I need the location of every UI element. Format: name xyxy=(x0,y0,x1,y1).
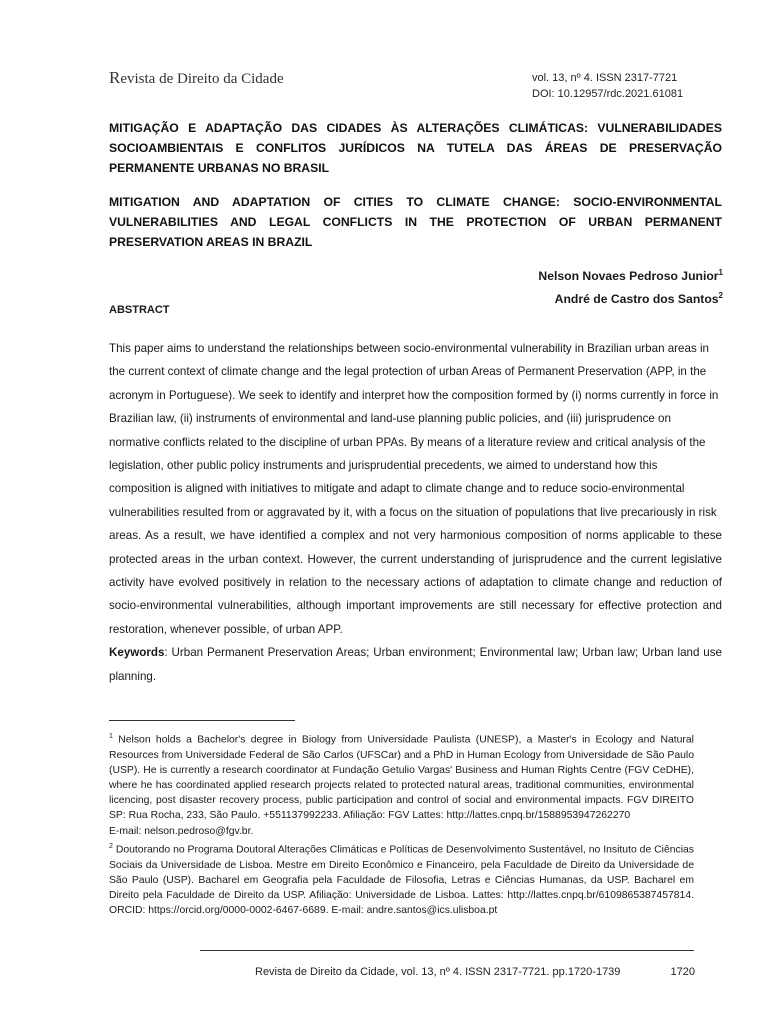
footnote-1-email[interactable]: E-mail: nelson.pedroso@fgv.br. xyxy=(109,825,254,837)
abstract-paragraph-1: This paper aims to understand the relationships between socio-environmental vulnerability in Brazilian urban areas in the current context of climate change and the legal protection of urban Areas of Permanent Preservation (APP, in the acronym in Portuguese). We seek to identify and interpret how the composition formed by (i) norms currently in force in Brazilian law, (ii) instruments of environmental and land-use planning public policies, and (iii) jurisprudence on normative conflicts related to the discipline of urban PPAs. By means of a literature review and critical analysis of the legislation, other public policy instruments and jurisprudential precedents, we aimed to understand how this composition is aligned with initiatives to mitigate and adapt to climate change and to reduce socio-environmental vulnerabilities resulted from or aggravated by it, with a focus on the situation of populations that live precariously in risk xyxy=(109,342,719,519)
title-english: MITIGATION AND ADAPTATION OF CITIES TO CLIMATE CHANGE: SOCIO-ENVIRONMENTAL VULNERABILITIES AND LEGAL CONFLICTS IN THE PROTECTION OF URBAN PERMANENT PRESERVATION AREAS IN BRAZIL xyxy=(109,195,722,249)
keywords xyxy=(109,641,722,688)
author-name: André de Castro dos Santos xyxy=(554,292,719,307)
footnote-text: Doutorando no Programa Doutoral Alterações Climáticas e Políticas de Desenvolvimento Sustentável, no Insituto de Ciências Sociais da Universidade de Lisboa. Mestre em Direito Econômico e Financeiro, pela Faculdade de Direito da Universidade de São Paulo (USP). Bacharel em Geografia pela Faculdade de Filosofia, Letras e Ciências Humanas, da USP. Bacharel em Direito pela Faculdade de Direito da USP. Afiliação: Universidade de Lisboa. Lattes: http://lattes.cnpq.br/6109865387457814. ORCID: https://orcid.org/0000-0002-6467-6689. E-mail: andre.santos@ics.ulisboa.pt xyxy=(109,844,694,917)
footnote-ref[interactable]: 2 xyxy=(718,291,723,301)
author-list xyxy=(440,263,723,309)
page-number: 1720 xyxy=(670,966,695,978)
footnote-mark: 1 xyxy=(109,733,113,740)
author-2 xyxy=(440,286,723,309)
abstract-body xyxy=(109,337,722,688)
footnote-2 xyxy=(109,839,694,918)
footnotes xyxy=(109,729,694,918)
abstract-paragraph-2: areas. As a result, we have identified a complex and not very harmonious composition of norms applicable to these protected areas in the urban context. However, the current understanding of jurisprudence and the current legislative activity have evolved positively in relation to the necessary actions of adaptation to climate change and reduction of socio-environmental vulnerabilities, although important improvements are still necessary for effective protection and restoration, whenever possible, of urban APP. xyxy=(109,529,722,636)
title-portuguese: MITIGAÇÃO E ADAPTAÇÃO DAS CIDADES ÀS ALTERAÇÕES CLIMÁTICAS: VULNERABILIDADES SOCIOAMBIENTAIS E CONFLITOS JURÍDICOS NA TUTELA DAS ÁREAS DE PRESERVAÇÃO PERMANENTE URBANAS NO BRASIL xyxy=(109,121,722,175)
author-name: Nelson Novaes Pedroso Junior xyxy=(538,269,719,284)
volume-issn: vol. 13, nº 4. ISSN 2317-7721 xyxy=(532,72,678,84)
footer-divider xyxy=(200,950,694,951)
issue-metadata xyxy=(532,70,702,102)
doi: DOI: 10.12957/rdc.2021.61081 xyxy=(532,88,684,100)
footnote-1 xyxy=(109,729,694,824)
keywords-text: : Urban Permanent Preservation Areas; Urban environment; Environmental law; Urban law; Urban land use planning. xyxy=(109,646,722,683)
journal-name-rest: evista de Direito da Cidade xyxy=(120,71,284,87)
footer-citation: Revista de Direito da Cidade, vol. 13, nº 4. ISSN 2317-7721. pp.1720-1739 xyxy=(255,966,621,978)
footnote-text: Nelson holds a Bachelor's degree in Biology from Universidade Paulista (UNESP), a Master's in Ecology and Natural Resources from Universidade Federal de São Carlos (UFSCar) and a PhD in Human Ecology from Universidade de São Paulo (USP). He is currently a research coordinator at Fundação Getulio Vargas' Business and Human Rights Centre (FGV CeDHE), where he has coordinated applied research projects related to protected natural areas, traditional communities, environmental licencing, post disaster recovery process, public participation and control of social and environmental impacts. FGV DIREITO SP: Rua Rocha, 233, São Paulo. +551137992233. Afiliação: FGV Lattes: http://lattes.cnpq.br/1588953947262270 xyxy=(109,734,694,822)
footnote-divider xyxy=(109,720,295,721)
abstract-heading: ABSTRACT xyxy=(109,304,170,316)
journal-name-initial: R xyxy=(109,68,121,87)
journal-name xyxy=(109,68,284,88)
author-1 xyxy=(440,263,723,286)
footnote-mark: 2 xyxy=(109,842,113,850)
keywords-label: Keywords xyxy=(109,646,165,660)
footnote-ref[interactable]: 1 xyxy=(718,268,723,277)
